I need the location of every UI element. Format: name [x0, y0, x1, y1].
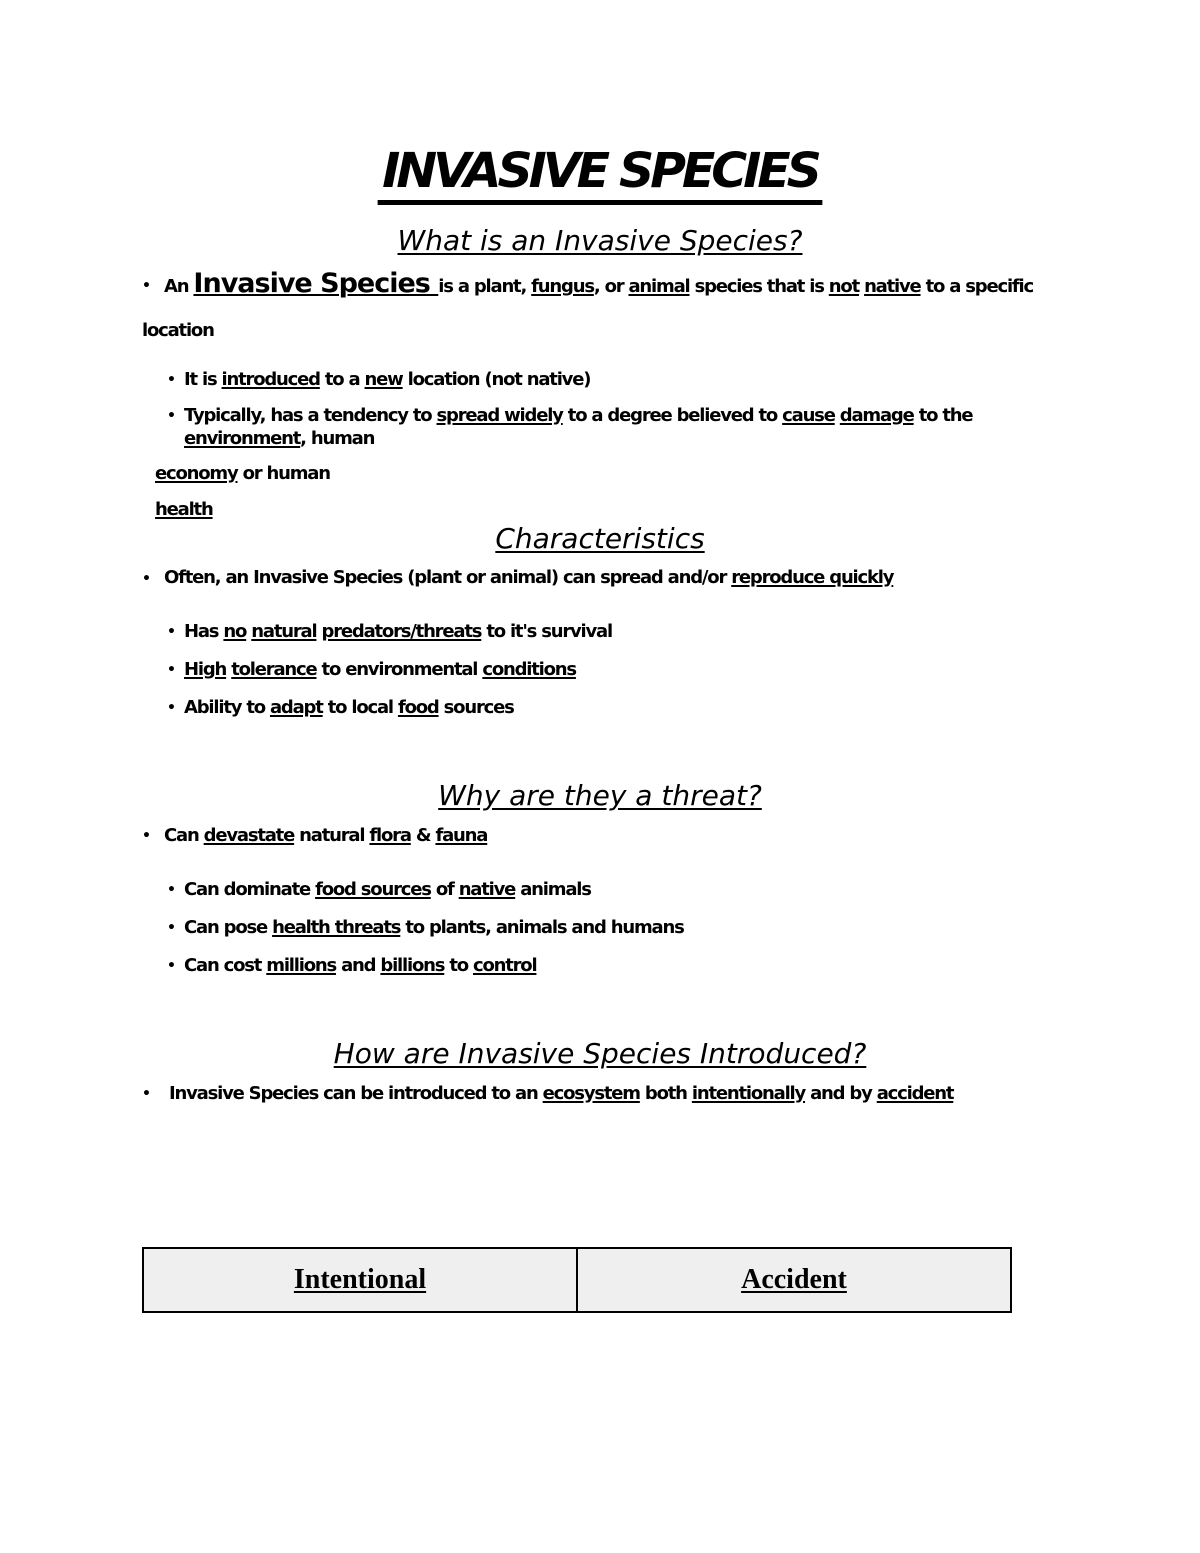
- bullet-marker: •: [167, 920, 176, 936]
- introduction-table: [142, 1247, 1012, 1313]
- bullet-marker: •: [142, 828, 151, 844]
- threat-line: Can devastate natural flora & fauna: [164, 825, 488, 846]
- definition-line-continued: location: [142, 320, 214, 341]
- bullet-marker: •: [167, 958, 176, 974]
- document-title: INVASIVE SPECIES: [0, 143, 1200, 199]
- introduced-line: Invasive Species can be introduced to an ecosystem both intentionally and by accident: [169, 1083, 954, 1104]
- sub-bullet-spread-continued-3: health: [155, 499, 213, 520]
- bullet-marker: •: [167, 662, 176, 678]
- heading-introduced: How are Invasive Species Introduced?: [333, 1037, 867, 1070]
- sub-bullet-spread: Typically, has a tendency to spread widely to a degree believed to cause damage to the: [184, 405, 973, 426]
- characteristics-line: Often, an Invasive Species (plant or animal) can spread and/or reproduce quickly: [164, 567, 894, 588]
- bullet-marker: •: [142, 1086, 151, 1102]
- sub-bullet-predators: Has no natural predators/threats to it's survival: [184, 621, 612, 642]
- bullet-marker: •: [167, 372, 176, 388]
- sub-bullet-adapt: Ability to adapt to local food sources: [184, 697, 514, 718]
- bullet-marker: •: [142, 278, 151, 294]
- bullet-marker: •: [167, 408, 176, 424]
- sub-bullet-spread-continued: environment, human: [184, 428, 375, 449]
- table-header-intentional: Intentional: [143, 1248, 577, 1312]
- bullet-marker: •: [142, 571, 151, 587]
- heading-threat: Why are they a threat?: [438, 779, 762, 812]
- sub-bullet-health: Can pose health threats to plants, animals and humans: [184, 917, 684, 938]
- heading-what-is: What is an Invasive Species?: [397, 224, 803, 257]
- bullet-marker: •: [167, 624, 176, 640]
- bullet-marker: •: [167, 700, 176, 716]
- definition-line: An Invasive Species is a plant, fungus, or animal species that is not native to a specific: [164, 268, 1033, 299]
- heading-characteristics: Characteristics: [495, 522, 705, 555]
- bullet-marker: •: [167, 882, 176, 898]
- sub-bullet-spread-continued-2: economy or human: [155, 463, 330, 484]
- sub-bullet-cost: Can cost millions and billions to control: [184, 955, 537, 976]
- sub-bullet-introduced: It is introduced to a new location (not native): [184, 369, 591, 390]
- table-header-accident: Accident: [577, 1248, 1011, 1312]
- sub-bullet-food-sources: Can dominate food sources of native animals: [184, 879, 591, 900]
- sub-bullet-tolerance: High tolerance to environmental conditions: [184, 659, 576, 680]
